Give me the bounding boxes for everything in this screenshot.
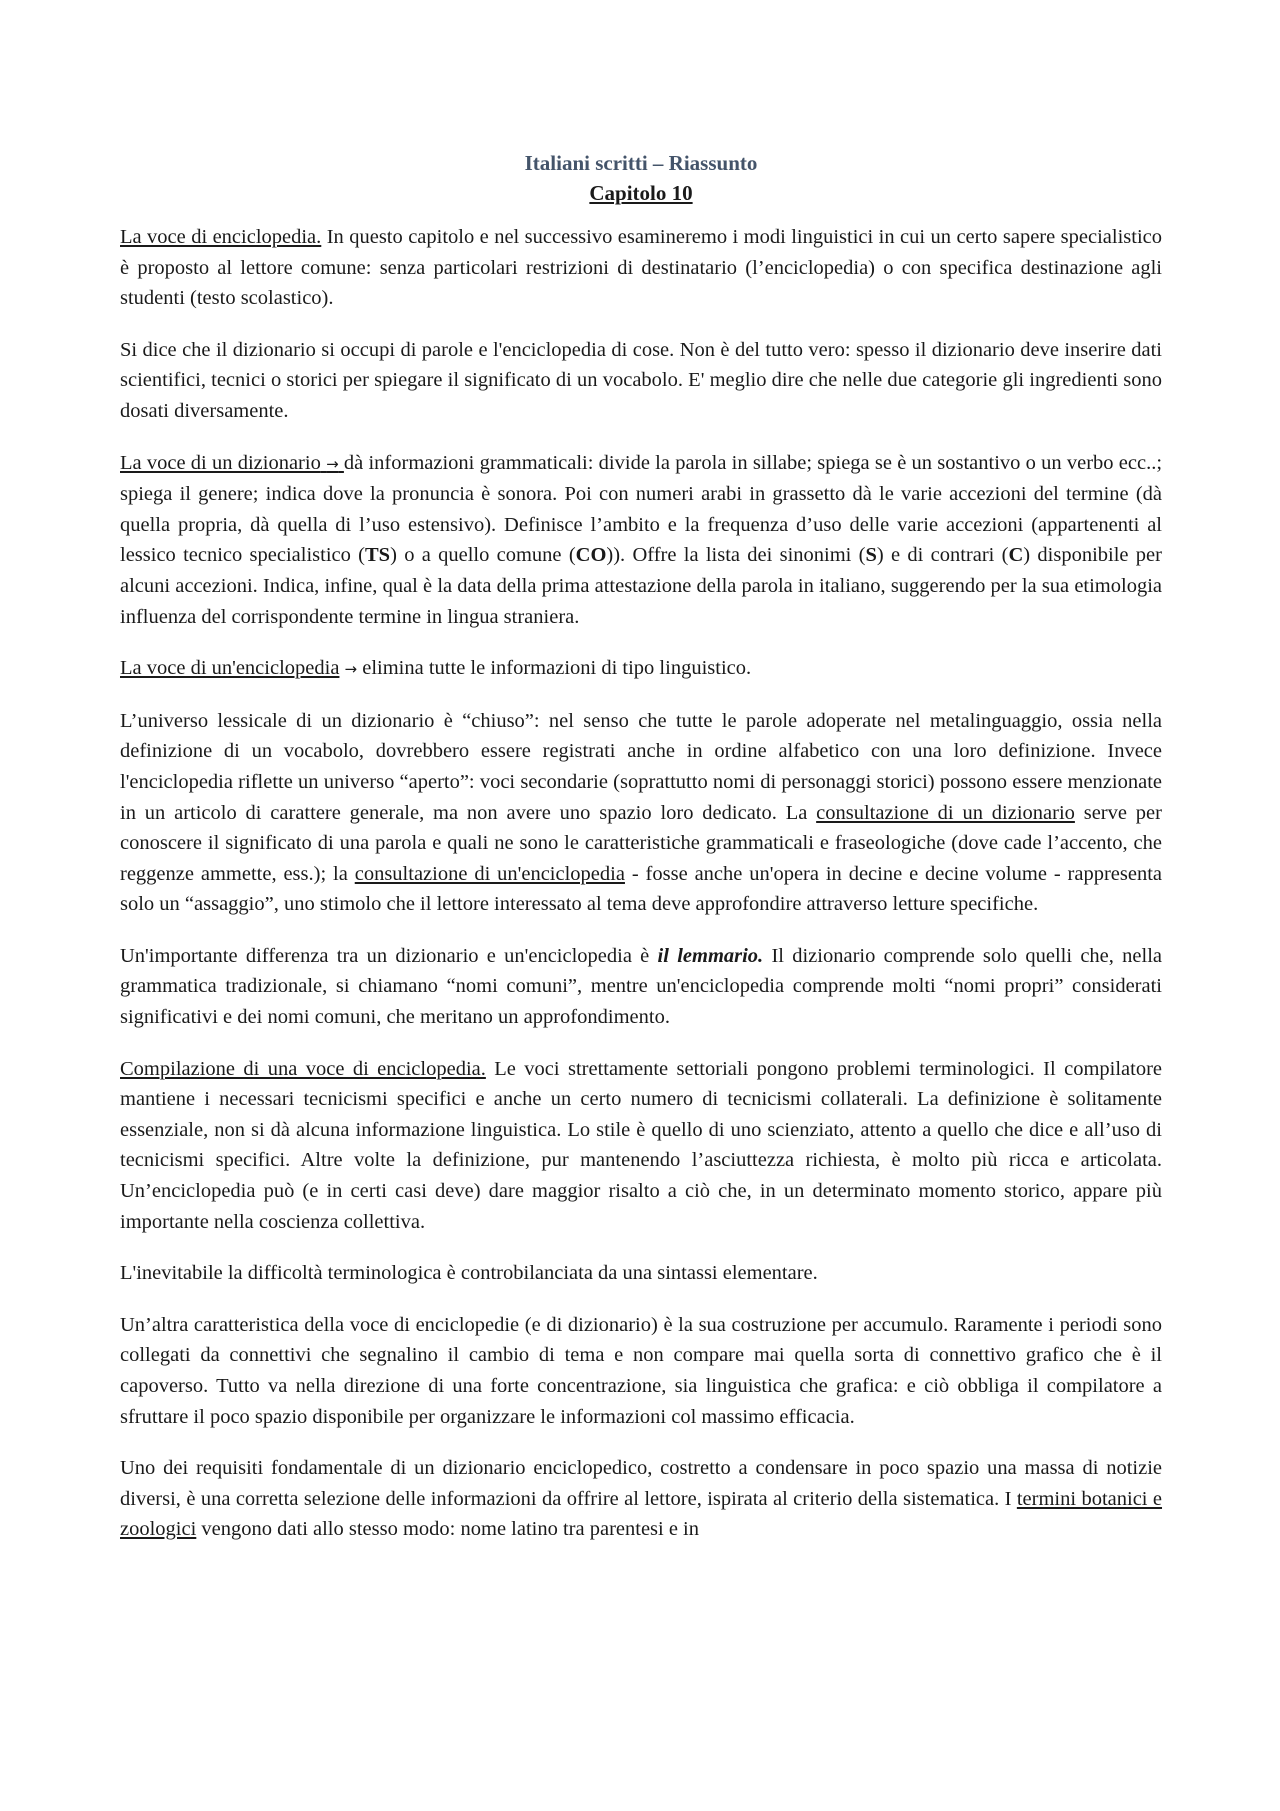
label-co: CO bbox=[575, 544, 607, 567]
chapter-heading-text: Capitolo 10 bbox=[589, 181, 693, 205]
paragraph-text: dà informazioni grammaticali: divide la parola in sillabe; spiega se è un sostantivo o un verbo ecc..; spiega il genere; indica dove la pronuncia è sonora. Poi con numeri arabi in grassetto dà le varie accezioni del termine (dà quella propria, dà quella di l’uso estensivo). Definisce l’ambito e la frequenza d’uso delle varie accezioni (appartenenti al lessico tecnico specialistico ( bbox=[120, 451, 1163, 567]
paragraph-text: ) disponibile per alcuni accezioni. Indica, infine, qual è la data della prima attestazione della parola in italiano, suggerendo per la sua etimologia influenza del corrispondente termine in lingua straniera. bbox=[120, 544, 1162, 628]
paragraph-text: Un’altra caratteristica della voce di enciclopedie (e di dizionario) è la sua costruzione per accumulo. Raramente i periodi sono collegati da connettivi che segnalino il cambio di tema e non compare mai quella sorta di connettivo grafico che è il capoverso. Tutto va nella direzione di una forte concentrazione, sia linguistica che grafica: e ciò obbliga il compilatore a sfruttare il poco spazio disponibile per organizzare le informazioni col massimo efficacia. bbox=[120, 1313, 1162, 1428]
paragraph-text: Uno dei requisiti fondamentale di un dizionario enciclopedico, costretto a condensare in poco spazio una massa di notizie diversi, è una corretta selezione delle informazioni da offrire al lettore, ispirata al criterio della sistematica. I bbox=[120, 1457, 1162, 1510]
paragraph-voce-dizionario bbox=[120, 448, 1162, 633]
section-lead: La voce di un'enciclopedia bbox=[120, 657, 340, 680]
paragraph-difficolta-terminologica bbox=[120, 1258, 1162, 1289]
label-c: C bbox=[1008, 544, 1024, 567]
paragraph-universo-lessicale bbox=[120, 706, 1162, 920]
section-lead bbox=[120, 452, 344, 474]
paragraph-text: ) o a quello comune ( bbox=[390, 544, 576, 567]
paragraph-text: Le voci strettamente settoriali pongono problemi terminologici. Il compilatore mantiene i necessari tecnicismi specifici e anche un certo numero di tecnicismi collaterali. La definizione è solitamente essenziale, non si dà alcuna informazione linguistica. Lo stile è quello di uno scienziato, attento a quello che dice e all’uso di tecnicismi specifici. Altre volte la definizione, pur mantenendo l’asciuttezza richiesta, è molto più ricca e articolata. Un’enciclopedia può (e in certi casi deve) dare maggior risalto a ciò che, in un determinato momento storico, appare più importante nella coscienza collettiva. bbox=[120, 1057, 1162, 1233]
paragraph-text: )). Offre la lista dei sinonimi ( bbox=[606, 544, 866, 567]
paragraph-text: L'inevitabile la difficoltà terminologica è controbilanciata da una sintassi elementare. bbox=[120, 1262, 818, 1285]
underlined-term: consultazione di un dizionario bbox=[816, 801, 1075, 824]
chapter-heading bbox=[120, 178, 1162, 208]
section-lead-text: La voce di un dizionario bbox=[120, 451, 321, 474]
document-title: Italiani scritti – Riassunto bbox=[524, 151, 758, 175]
paragraph-lemmario bbox=[120, 941, 1162, 1033]
paragraph-dizionario-vs-enciclopedia bbox=[120, 335, 1162, 427]
paragraph-requisiti bbox=[120, 1453, 1162, 1545]
document-body bbox=[120, 148, 1162, 1566]
paragraph-text: serve per conoscere il significato di una parola e quali ne sono le caratteristiche grammaticali e fraseologiche (dove cade l’accento, che reggenze ammette, ess.); la bbox=[120, 801, 1162, 885]
emphasis-lemmario: il lemmario. bbox=[657, 944, 764, 967]
paragraph-text: Un'importante differenza tra un dizionario e un'enciclopedia è bbox=[120, 944, 658, 967]
arrow-right-icon: → bbox=[344, 660, 358, 679]
arrow-right-icon: → bbox=[326, 454, 339, 473]
section-lead: La voce di enciclopedia. bbox=[120, 226, 322, 248]
paragraph-voce-enciclopedia-linguistica bbox=[120, 653, 1162, 685]
paragraph-costruzione-accumulo bbox=[120, 1310, 1162, 1432]
underlined-term: termini botanici e zoologici bbox=[120, 1487, 1163, 1541]
paragraph-text: Il dizionario comprende solo quelli che, nella grammatica tradizionale, si chiamano “nomi comuni”, mentre un'enciclopedia comprende molti “nomi propri” considerati significativi e dei nomi comuni, che meritano un approfondimento. bbox=[120, 944, 1162, 1029]
paragraph-text: ) e di contrari ( bbox=[876, 544, 1009, 567]
paragraph-text: In questo capitolo e nel successivo esamineremo i modi linguistici in cui un certo sapere specialistico è proposto al lettore comune: senza particolari restrizioni di destinatario (l’enciclopedia) o con specifica destinazione agli studenti (testo scolastico). bbox=[120, 226, 1162, 310]
paragraph-text: - fosse anche un'opera in decine e decine volume - rappresenta solo un “assaggio”, uno stimolo che il lettore interessato al tema deve approfondire attraverso letture specifiche. bbox=[120, 862, 1162, 916]
paragraph-voce-enciclopedia bbox=[120, 222, 1162, 314]
paragraph-text: vengono dati allo stesso modo: nome latino tra parentesi e in bbox=[196, 1518, 700, 1541]
paragraph-text: L’universo lessicale di un dizionario è “chiuso”: nel senso che tutte le parole adoperate nel metalinguaggio, ossia nella definizione di un vocabolo, dovrebbero essere registrati anche in ordine alfabetico con una loro definizione. Invece l'enciclopedia riflette un universo “aperto”: voci secondarie (soprattutto nomi di personaggi storici) possono essere menzionate in un articolo di carattere generale, ma non avere uno spazio loro dedicato. La bbox=[120, 709, 1162, 824]
paragraph-text: elimina tutte le informazioni di tipo linguistico. bbox=[357, 657, 752, 680]
paragraph-text: Si dice che il dizionario si occupi di parole e l'enciclopedia di cose. Non è del tutto vero: spesso il dizionario deve inserire dati scientifici, tecnici o storici per spiegare il significato di un vocabolo. E' meglio dire che nelle due categorie gli ingredienti sono dosati diversamente. bbox=[120, 338, 1162, 422]
underlined-term: consultazione di un'enciclopedia bbox=[354, 862, 625, 885]
label-s: S bbox=[865, 544, 877, 567]
label-ts: TS bbox=[365, 544, 391, 567]
paragraph-compilazione bbox=[120, 1054, 1162, 1238]
section-lead: Compilazione di una voce di enciclopedia. bbox=[120, 1057, 486, 1080]
